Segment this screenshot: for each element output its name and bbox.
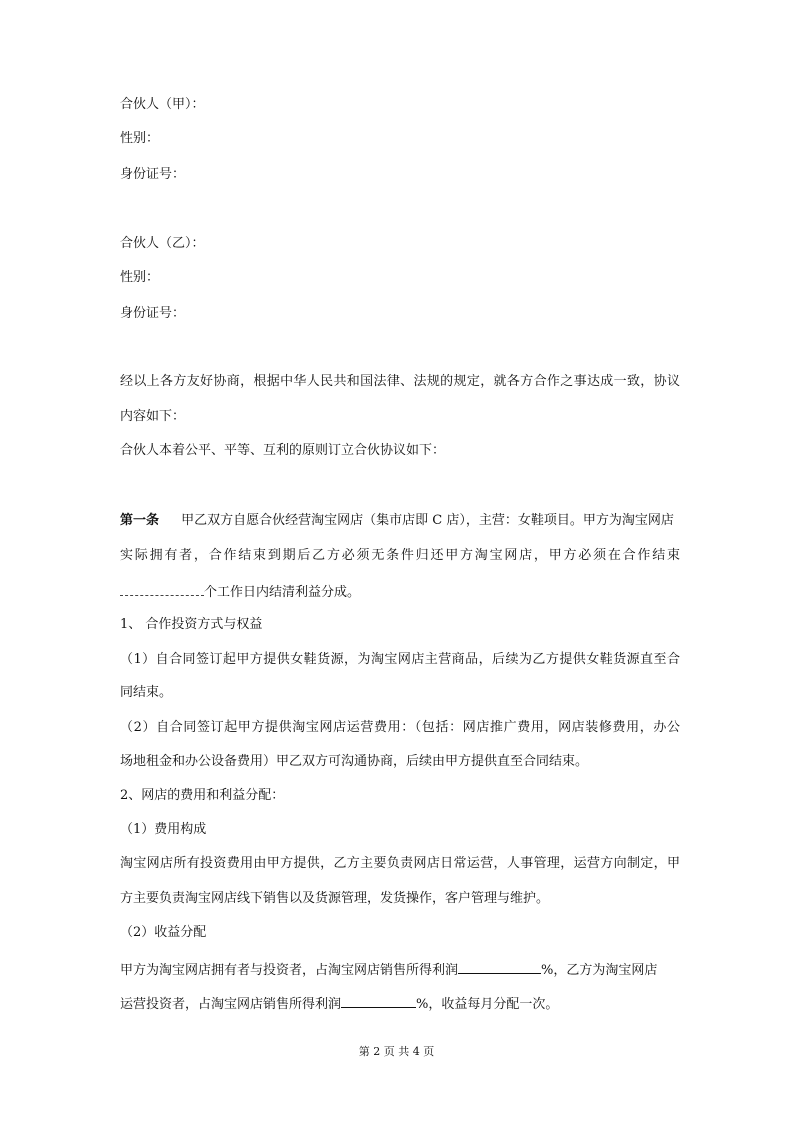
article-1-line-2: 实际拥有者，合作结束到期后乙方必须无条件归还甲方淘宝网店，甲方必须在合作结束	[120, 548, 680, 563]
section-2-sub-2-line-1	[120, 959, 680, 980]
partner-b-gender-label: 性别：	[120, 270, 160, 285]
section-1-item-2-line-2: 场地租金和办公设备费用）甲乙双方可沟通协商，后续由甲方提供直至合同结束。	[120, 754, 589, 769]
profit-a-suffix: %，乙方为淘宝网店	[541, 963, 658, 978]
preamble-line-2: 内容如下：	[120, 409, 186, 424]
partner-b-name-label: 合伙人（乙）：	[120, 236, 205, 251]
section-2-sub-2-title: （2）收益分配	[120, 925, 207, 940]
section-2-title: 2、网店的费用和利益分配：	[120, 788, 285, 803]
article-1-text-1: 甲乙双方自愿合伙经营淘宝网店（集市店即 C 店），主营：女鞋项目。甲方为淘宝网店	[181, 513, 674, 528]
settlement-days-blank[interactable]	[120, 581, 204, 596]
profit-b-suffix: %，收益每月分配一次。	[416, 997, 559, 1012]
profit-a-text: 甲方为淘宝网店拥有者与投资者，占淘宝网店销售所得利润	[120, 963, 459, 978]
profit-a-blank[interactable]	[458, 959, 541, 974]
page-number: 第 2 页 共 4 页	[358, 1045, 435, 1058]
section-2-sub-1-title: （1）费用构成	[120, 822, 207, 837]
partner-a-name-label: 合伙人（甲）：	[120, 97, 205, 112]
article-1-heading: 第一条	[120, 513, 160, 528]
section-1-item-2-line-1: （2）自合同签订起甲方提供淘宝网店运营费用：（包括：网店推广费用，网店装修费用，办公	[120, 720, 680, 735]
preamble-line-1: 经以上各方友好协商，根据中华人民共和国法律、法规的规定，就各方合作之事达成一致，协议	[120, 374, 680, 389]
article-1-text-3: 个工作日内结清利益分成。	[204, 585, 361, 600]
article-1-line-1	[120, 512, 680, 530]
preamble-line-3: 合伙人本着公平、平等、互利的原则订立合伙协议如下：	[120, 443, 446, 458]
section-2-sub-1-line-2: 方主要负责淘宝网店线下销售以及货源管理，发货操作，客户管理与维护。	[120, 891, 550, 906]
article-1-line-3	[120, 581, 680, 602]
partner-a-id-label: 身份证号：	[120, 167, 186, 182]
section-2-sub-2-line-2	[120, 993, 680, 1014]
profit-b-text: 运营投资者，占淘宝网店销售所得利润	[120, 997, 342, 1012]
partner-a-gender-label: 性别：	[120, 131, 160, 146]
section-1-item-1-line-2: 同结束。	[120, 685, 173, 700]
section-1-title: 1、 合作投资方式与权益	[120, 617, 263, 632]
profit-b-blank[interactable]	[341, 993, 416, 1008]
partner-b-id-label: 身份证号：	[120, 306, 186, 321]
section-1-item-1-line-1: （1）自合同签订起甲方提供女鞋货源，为淘宝网店主营商品，后续为乙方提供女鞋货源直至合	[120, 652, 680, 667]
section-2-sub-1-line-1: 淘宝网店所有投资费用由甲方提供，乙方主要负责网店日常运营，人事管理，运营方向制定，甲	[120, 856, 680, 871]
